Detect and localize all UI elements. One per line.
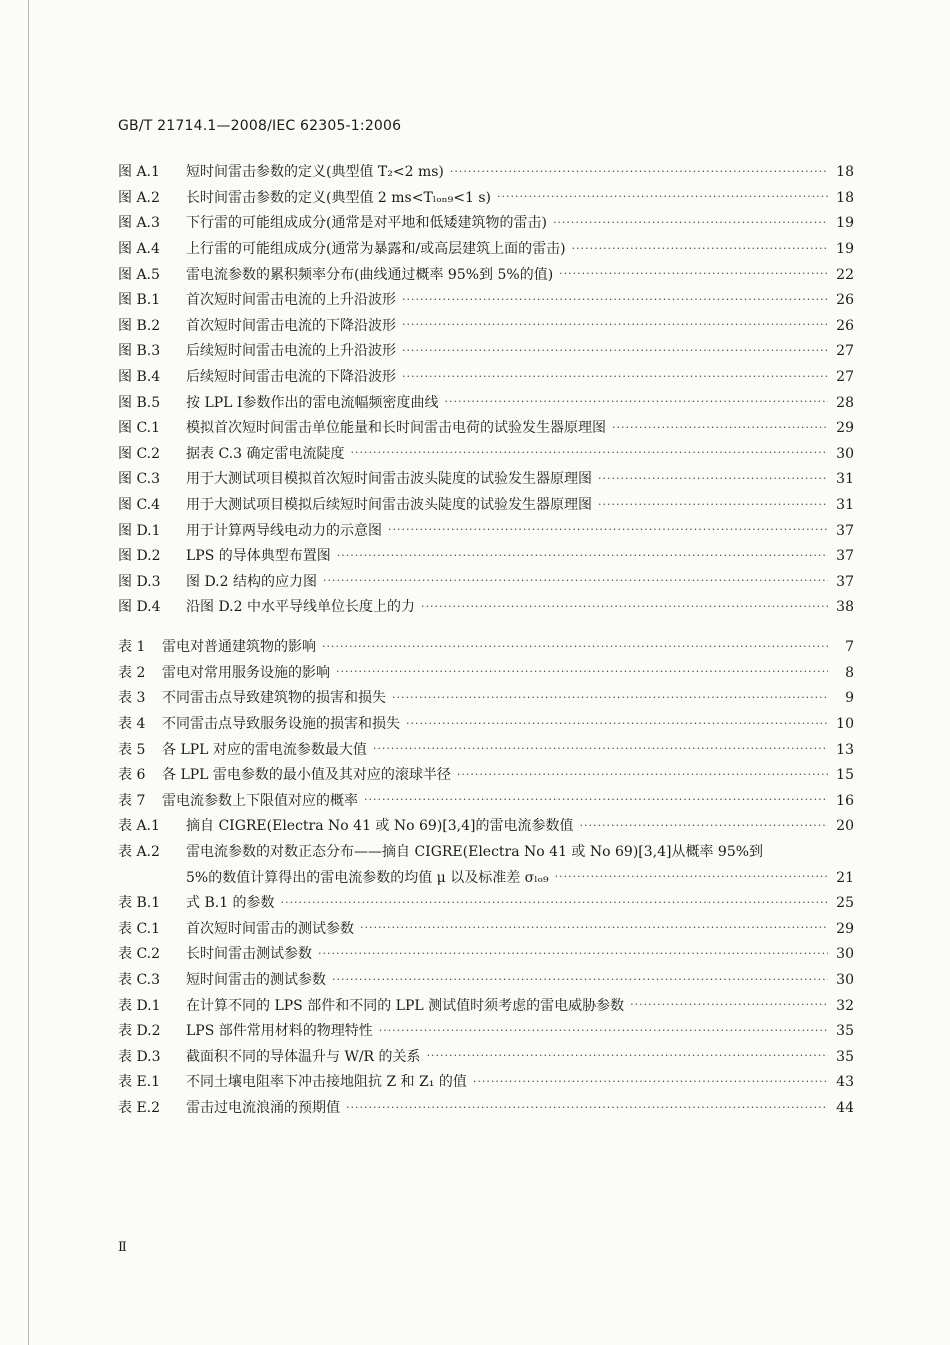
figure-entry[interactable] bbox=[118, 234, 854, 258]
figure-entry-page: 37 bbox=[836, 548, 854, 565]
figure-entry-title: 按 LPL Ⅰ参数作出的雷电流幅频密度曲线 bbox=[186, 394, 439, 411]
page-header: GB/T 21714.1—2008/IEC 62305-1:2006 bbox=[118, 118, 402, 134]
table-entry-title: 各 LPL 对应的雷电流参数最大值 bbox=[162, 741, 367, 758]
figure-entry-title: 首次短时间雷击电流的下降沿波形 bbox=[186, 317, 396, 334]
table-entry-label: 表 C.3 bbox=[118, 972, 161, 988]
table-entry-page: 30 bbox=[836, 972, 854, 988]
figure-entry-label: 图 B.5 bbox=[118, 394, 161, 411]
figure-entry[interactable] bbox=[118, 515, 854, 539]
figure-entry-label: 图 C.4 bbox=[118, 497, 161, 513]
table-entry-title: 不同雷击点导致建筑物的损害和损失 bbox=[162, 690, 386, 707]
figure-entry-label: 图 C.2 bbox=[118, 445, 161, 462]
figure-entry-page: 19 bbox=[836, 241, 854, 257]
figure-entry-title: 用于大测试项目模拟首次短时间雷击波头陡度的试验发生器原理图 bbox=[186, 471, 592, 488]
dot-leader bbox=[364, 793, 828, 806]
table-entry-page: 9 bbox=[845, 690, 854, 707]
dot-leader bbox=[388, 523, 828, 536]
table-entry-page: 8 bbox=[845, 664, 854, 681]
figure-entry-label: 图 B.4 bbox=[118, 369, 161, 385]
figure-entry[interactable] bbox=[118, 413, 854, 437]
table-entry-label: 表 E.1 bbox=[118, 1074, 161, 1091]
table-entry-label: 表 7 bbox=[118, 792, 146, 809]
dot-leader bbox=[450, 165, 828, 178]
table-entry-page: 29 bbox=[836, 920, 854, 937]
table-entry[interactable] bbox=[118, 632, 854, 656]
table-entry[interactable] bbox=[118, 862, 854, 886]
dot-leader bbox=[337, 549, 828, 562]
table-entry-label: 表 D.1 bbox=[118, 997, 161, 1014]
figure-entry-title: LPS 的导体典型布置图 bbox=[186, 548, 331, 565]
table-entry[interactable] bbox=[118, 760, 854, 784]
dot-leader bbox=[402, 318, 828, 331]
figure-entry-page: 22 bbox=[836, 266, 854, 283]
dot-leader bbox=[572, 242, 828, 255]
table-entry-label: 表 6 bbox=[118, 767, 146, 784]
dot-leader bbox=[373, 742, 828, 755]
table-entry-label: 表 A.1 bbox=[118, 818, 160, 835]
table-entry-title: 雷击过电流浪涌的预期值 bbox=[186, 1100, 340, 1116]
dot-leader bbox=[579, 819, 828, 832]
figure-entry-title: 后续短时间雷击电流的下降沿波形 bbox=[186, 369, 396, 385]
table-entry-page: 25 bbox=[836, 895, 854, 912]
figure-entry[interactable] bbox=[118, 541, 854, 565]
table-entry-page: 32 bbox=[836, 997, 854, 1014]
dot-leader bbox=[379, 1024, 828, 1037]
table-entry-page: 13 bbox=[836, 741, 854, 758]
table-entry[interactable] bbox=[118, 709, 854, 733]
figure-entry-page: 37 bbox=[836, 522, 854, 539]
figure-entry-page: 26 bbox=[836, 292, 854, 309]
table-entry-page: 30 bbox=[836, 946, 854, 963]
table-entry-title: 雷电流参数的对数正态分布——摘自 CIGRE(Electra No 41 或 No 69)[3,4]从概率 95%到 bbox=[186, 844, 764, 860]
table-entry-label: 表 5 bbox=[118, 741, 146, 758]
dot-leader bbox=[318, 947, 828, 960]
dot-leader bbox=[473, 1075, 828, 1088]
figure-entry-page: 28 bbox=[836, 394, 854, 411]
table-entry-label: 表 C.2 bbox=[118, 946, 161, 963]
figure-entry-page: 19 bbox=[836, 215, 854, 232]
figure-entry-title: 长时间雷击参数的定义(典型值 2 ms<Tₗₒₙ₉<1 s) bbox=[186, 189, 491, 206]
table-entry-label: 表 1 bbox=[118, 639, 146, 656]
dot-leader bbox=[421, 600, 828, 613]
table-entry-label: 表 B.1 bbox=[118, 895, 161, 912]
table-entry-page: 16 bbox=[836, 792, 854, 809]
table-entry-title: 不同土壤电阻率下冲击接地阻抗 Z 和 Z₁ 的值 bbox=[186, 1074, 467, 1091]
table-entry-label: 表 4 bbox=[118, 716, 146, 732]
figure-entry-title: 用于计算两导线电动力的示意图 bbox=[186, 522, 382, 539]
figure-entry-label: 图 B.2 bbox=[118, 317, 161, 334]
figure-entry[interactable] bbox=[118, 208, 854, 232]
dot-leader bbox=[402, 293, 828, 306]
table-entry-title: 在计算不同的 LPS 部件和不同的 LPL 测试值时须考虑的雷电威胁参数 bbox=[186, 997, 625, 1014]
figure-entry-label: 图 B.1 bbox=[118, 292, 161, 309]
table-entry[interactable] bbox=[118, 786, 854, 810]
table-entry-title: 雷电对常用服务设施的影响 bbox=[162, 664, 330, 681]
table-entry-page: 10 bbox=[836, 716, 854, 732]
figure-entry-label: 图 D.2 bbox=[118, 548, 161, 565]
table-entry[interactable] bbox=[118, 939, 854, 963]
table-entry-label: 表 D.3 bbox=[118, 1048, 161, 1065]
table-entry-title: 摘自 CIGRE(Electra No 41 或 No 69)[3,4]的雷电流参数值 bbox=[186, 818, 574, 835]
dot-leader bbox=[346, 1101, 828, 1114]
table-entry-title: 不同雷击点导致服务设施的损害和损失 bbox=[162, 716, 400, 732]
table-entry-page: 20 bbox=[836, 818, 854, 835]
dot-leader bbox=[457, 768, 828, 781]
table-entry-page: 21 bbox=[836, 869, 854, 886]
figure-entry-label: 图 C.1 bbox=[118, 420, 161, 437]
table-entry[interactable] bbox=[118, 965, 854, 989]
dot-leader bbox=[630, 998, 828, 1011]
figure-entry[interactable] bbox=[118, 362, 854, 386]
figure-entry-page: 37 bbox=[836, 573, 854, 590]
figure-entry-page: 27 bbox=[836, 343, 854, 360]
table-entry-title: 长时间雷击测试参数 bbox=[186, 946, 312, 963]
figure-entry-page: 26 bbox=[836, 317, 854, 334]
table-entry[interactable] bbox=[118, 1042, 854, 1066]
figure-entry[interactable] bbox=[118, 336, 854, 360]
figure-entry-page: 18 bbox=[836, 189, 854, 206]
figure-entry-label: 图 A.1 bbox=[118, 164, 160, 181]
figure-entry[interactable] bbox=[118, 311, 854, 335]
table-entry-title: 首次短时间雷击的测试参数 bbox=[186, 920, 354, 937]
dot-leader bbox=[444, 395, 828, 408]
figure-entry-label: 图 A.4 bbox=[118, 241, 160, 257]
figure-entry-title: 模拟首次短时间雷击单位能量和长时间雷击电荷的试验发生器原理图 bbox=[186, 420, 606, 437]
dot-leader bbox=[322, 640, 828, 653]
table-entry-label: 表 A.2 bbox=[118, 844, 160, 860]
table-entry[interactable] bbox=[118, 658, 854, 682]
figure-entry-page: 38 bbox=[836, 599, 854, 616]
figure-entry-title: 首次短时间雷击电流的上升沿波形 bbox=[186, 292, 396, 309]
table-entry-title: 式 B.1 的参数 bbox=[186, 895, 275, 912]
figure-entry-title: 短时间雷击参数的定义(典型值 T₂<2 ms) bbox=[186, 164, 444, 181]
table-entry-label: 表 2 bbox=[118, 664, 146, 681]
table-entry[interactable] bbox=[118, 990, 854, 1014]
table-entry-title: 各 LPL 雷电参数的最小值及其对应的滚球半径 bbox=[162, 767, 451, 784]
table-entry-page: 15 bbox=[836, 767, 854, 784]
figure-entry-label: 图 D.1 bbox=[118, 522, 161, 539]
dot-leader bbox=[612, 421, 828, 434]
figure-entry-title: 上行雷的可能组成成分(通常为暴露和/或高层建筑上面的雷击) bbox=[186, 241, 566, 257]
dot-leader bbox=[559, 267, 828, 280]
figure-entry-label: 图 C.3 bbox=[118, 471, 161, 488]
figure-entry-page: 27 bbox=[836, 369, 854, 385]
dot-leader bbox=[350, 446, 828, 459]
table-entry-title: 截面积不同的导体温升与 W/R 的关系 bbox=[186, 1048, 421, 1065]
figure-entry[interactable] bbox=[118, 387, 854, 411]
table-entry-title: 雷电对普通建筑物的影响 bbox=[162, 639, 316, 656]
table-entry-page: 7 bbox=[845, 639, 854, 656]
dot-leader bbox=[406, 717, 828, 730]
dot-leader bbox=[402, 344, 828, 357]
figure-entry[interactable] bbox=[118, 259, 854, 283]
table-entry[interactable] bbox=[118, 683, 854, 707]
page-number: Ⅱ bbox=[118, 1240, 127, 1255]
table-entry[interactable] bbox=[118, 914, 854, 938]
dot-leader bbox=[281, 896, 828, 909]
figure-entry-label: 图 A.2 bbox=[118, 189, 160, 206]
figure-entry[interactable] bbox=[118, 285, 854, 309]
figure-entry-page: 18 bbox=[836, 164, 854, 181]
table-entry-title: 短时间雷击的测试参数 bbox=[186, 972, 326, 988]
table-entry-page: 35 bbox=[836, 1048, 854, 1065]
table-entry[interactable] bbox=[118, 811, 854, 835]
table-entry-page: 35 bbox=[836, 1023, 854, 1040]
table-entry-page: 43 bbox=[836, 1074, 854, 1091]
figure-entry[interactable] bbox=[118, 464, 854, 488]
dot-leader bbox=[402, 370, 828, 383]
table-entry[interactable] bbox=[118, 1067, 854, 1091]
table-entry[interactable] bbox=[118, 837, 854, 861]
table-entry-label: 表 C.1 bbox=[118, 920, 161, 937]
figure-entry[interactable] bbox=[118, 567, 854, 591]
figure-entry-page: 30 bbox=[836, 445, 854, 462]
figure-entry-title: 据表 C.3 确定雷电流陡度 bbox=[186, 445, 345, 462]
dot-leader bbox=[323, 574, 828, 587]
figure-entry-page: 29 bbox=[836, 420, 854, 437]
dot-leader bbox=[427, 1049, 828, 1062]
figure-entry-title: 下行雷的可能组成成分(通常是对平地和低矮建筑物的雷击) bbox=[186, 215, 547, 232]
figure-entry[interactable] bbox=[118, 490, 854, 514]
dot-leader bbox=[336, 665, 828, 678]
table-entry[interactable] bbox=[118, 1093, 854, 1117]
table-entry-title: 雷电流参数上下限值对应的概率 bbox=[162, 792, 358, 809]
figure-entry-label: 图 B.3 bbox=[118, 343, 161, 360]
dot-leader bbox=[598, 472, 828, 485]
dot-leader bbox=[332, 973, 828, 986]
dot-leader bbox=[497, 190, 828, 203]
table-entry-page: 44 bbox=[836, 1100, 854, 1116]
table-entry-title: LPS 部件常用材料的物理特性 bbox=[186, 1023, 373, 1040]
figure-entry[interactable] bbox=[118, 592, 854, 616]
figure-entry-label: 图 A.3 bbox=[118, 215, 160, 232]
table-entry[interactable] bbox=[118, 888, 854, 912]
figure-entry-title: 沿图 D.2 中水平导线单位长度上的力 bbox=[186, 599, 415, 616]
table-entry-label: 表 E.2 bbox=[118, 1100, 161, 1116]
figure-entry-title: 用于大测试项目模拟后续短时间雷击波头陡度的试验发生器原理图 bbox=[186, 497, 592, 513]
scan-edge-line bbox=[28, 0, 29, 1345]
dot-leader bbox=[555, 870, 828, 883]
figure-entry[interactable] bbox=[118, 157, 854, 181]
figure-entry[interactable] bbox=[118, 183, 854, 207]
figure-entry-title: 图 D.2 结构的应力图 bbox=[186, 573, 317, 590]
dot-leader bbox=[392, 691, 828, 704]
dot-leader bbox=[598, 498, 828, 511]
table-entry[interactable] bbox=[118, 1016, 854, 1040]
table-entry-title: 5%的数值计算得出的雷电流参数的均值 μ 以及标准差 σₗₒ₉ bbox=[186, 869, 549, 886]
table-entry-label: 表 D.2 bbox=[118, 1023, 161, 1040]
table-entry[interactable] bbox=[118, 734, 854, 758]
figure-entry-title: 雷电流参数的累积频率分布(曲线通过概率 95%到 5%的值) bbox=[186, 266, 554, 283]
dot-leader bbox=[553, 216, 828, 229]
figure-entry-page: 31 bbox=[836, 497, 854, 513]
table-entry-label: 表 3 bbox=[118, 690, 146, 707]
figure-entry-label: 图 D.4 bbox=[118, 599, 161, 616]
figure-entry-label: 图 A.5 bbox=[118, 266, 160, 283]
figure-entry-label: 图 D.3 bbox=[118, 573, 161, 590]
figure-entry-page: 31 bbox=[836, 471, 854, 488]
figure-entry[interactable] bbox=[118, 439, 854, 463]
figure-entry-title: 后续短时间雷击电流的上升沿波形 bbox=[186, 343, 396, 360]
dot-leader bbox=[360, 921, 828, 934]
